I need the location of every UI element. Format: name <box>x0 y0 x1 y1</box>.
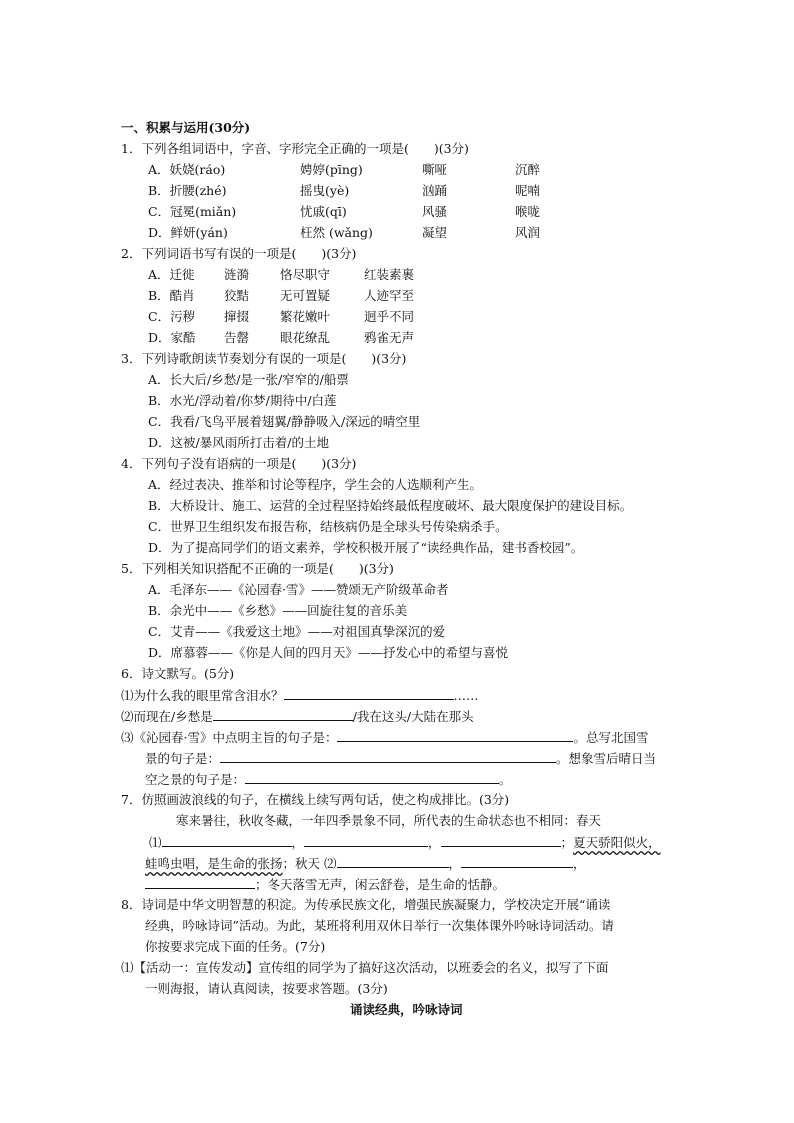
q6-part-1-text: ⑴为什么我的眼里常含泪水？ <box>121 688 284 703</box>
q7-comma-3: ， <box>448 856 462 871</box>
q2-option-d-word4: 鸦雀无声 <box>364 330 415 345</box>
q7-paragraph-line-3 <box>145 855 586 871</box>
q4-option-c: C．世界卫生组织发布报告称，结核病仍是全球头号传染病杀手。 <box>148 519 508 534</box>
q6-part-3-text-3: 空之景的句子是： <box>145 772 246 787</box>
poster-title: 诵读经典，吟咏诗词 <box>350 1002 463 1017</box>
q2-option-c-word1: C．污秽 <box>148 309 196 324</box>
q6-part-3-tail-3: 。 <box>499 772 512 787</box>
q7-blank-6[interactable] <box>145 876 255 889</box>
q8-activity-1-line-2: 一则海报，请认真阅读，按要求答题。(3分) <box>145 981 388 996</box>
q1-option-b-word4: 呢喃 <box>515 183 541 198</box>
q5-option-c: C．艾青——《我爱这土地》——对祖国真挚深沉的爱 <box>148 624 446 639</box>
q7-wavy-sentence-b: 蛙鸣虫唱，是生命的张扬 <box>145 856 283 871</box>
q7-comma-4: ， <box>573 856 586 871</box>
q1-option-d-word4: 风润 <box>515 225 541 240</box>
q6-part-1-blank[interactable] <box>284 687 454 700</box>
q6-part-1-tail: …… <box>453 688 479 703</box>
q6-part-3-blank-3[interactable] <box>245 771 499 784</box>
q2-option-b-word1: B．酷肖 <box>148 288 195 303</box>
question-8-line-2: 经典，吟咏诗词”活动。为此，某班将利用双休日举行一次集体课外吟咏诗词活动。请 <box>145 918 614 933</box>
q2-option-b-word3: 无可置疑 <box>280 288 331 303</box>
question-4-stem: 4．下列句子没有语病的一项是( )(3分) <box>121 456 357 471</box>
q7-paragraph-line-1: 寒来暑往，秋收冬藏，一年四季景象不同，所代表的生命状态也不相同：春天 <box>176 813 602 828</box>
q6-part-2-blank[interactable] <box>213 708 353 721</box>
section-heading: 一、积累与运用(30分) <box>121 120 251 135</box>
q4-option-d: D．为了提高同学们的语文素养，学校积极开展了“读经典作品，建书香校园”。 <box>148 540 584 555</box>
q1-option-c-word2: 忧戚(qī) <box>300 204 347 219</box>
q7-winter-text: ；冬天落雪无声，闲云舒卷，是生命的恬静。 <box>255 877 506 892</box>
q6-part-3-tail-2: 。想象雪后晴日当 <box>556 751 657 766</box>
q1-option-b-word2: 摇曳(yè) <box>300 183 350 198</box>
q1-option-c-word3: 风骚 <box>422 204 448 219</box>
q7-blank-5[interactable] <box>461 855 573 868</box>
q1-option-d-word1: D．鲜妍(yán) <box>148 225 228 240</box>
q2-option-d-word3: 眼花缭乱 <box>280 330 331 345</box>
q2-option-c-word3: 繁花嫩叶 <box>280 309 331 324</box>
q6-part-2 <box>121 708 474 724</box>
q7-blank-4[interactable] <box>337 855 449 868</box>
q2-option-d-word1: D．家酷 <box>148 330 196 345</box>
q2-option-b-word4: 人迹罕至 <box>364 288 415 303</box>
q5-option-b: B．余光中——《乡愁》——回旋往复的音乐美 <box>148 603 408 618</box>
question-5-stem: 5．下列相关知识搭配不正确的一项是( )(3分) <box>121 561 394 576</box>
question-8-line-1: 8．诗词是中华文明智慧的积淀。为传承民族文化，增强民族凝聚力，学校决定开展“诵读 <box>121 897 611 912</box>
q6-part-2-tail: /我在这头/大陆在那头 <box>352 709 474 724</box>
q6-part-3-line-3 <box>145 771 512 787</box>
q1-option-a-word4: 沉醉 <box>515 162 541 177</box>
question-6-stem: 6．诗文默写。(5分) <box>121 666 235 681</box>
q7-blank-1[interactable] <box>162 834 292 847</box>
question-3-stem: 3．下列诗歌朗读节奏划分有误的一项是( )(3分) <box>121 351 407 366</box>
q5-option-a: A．毛泽东——《沁园春·雪》——赞颂无产阶级革命者 <box>148 582 449 597</box>
q1-option-c-word1: C．冠冕(miǎn) <box>148 204 237 219</box>
question-7-stem: 7．仿照画波浪线的句子，在横线上续写两句话，使之构成排比。(3分) <box>121 792 510 807</box>
q1-option-a-word3: 嘶哑 <box>422 162 448 177</box>
q6-part-3-line-2 <box>145 750 656 766</box>
q7-mark-1: ⑴ <box>149 835 162 850</box>
question-8-line-3: 你按要求完成下面的任务。(7分) <box>145 939 326 954</box>
q4-option-b: B．大桥设计、施工、运营的全过程坚持始终最低程度破坏、最大限度保护的建设目标。 <box>148 498 633 513</box>
q2-option-c-word2: 撺掇 <box>224 309 250 324</box>
q7-comma-2: ， <box>428 835 441 850</box>
q6-part-3-blank-2[interactable] <box>220 750 556 763</box>
q7-paragraph-line-2 <box>149 834 661 850</box>
q1-option-d-word3: 凝望 <box>422 225 448 240</box>
q7-comma-1: ， <box>291 835 305 850</box>
q7-paragraph-line-4 <box>145 876 505 892</box>
q1-option-c-word4: 喉咙 <box>515 204 541 219</box>
q1-option-a-word2: 娉婷(pīng) <box>300 162 363 177</box>
q6-part-3-text-2: 景的句子是： <box>145 751 221 766</box>
q7-semicolon-1: ； <box>560 835 574 850</box>
q2-option-a-word3: 恪尽职守 <box>280 267 331 282</box>
q4-option-a: A．经过表决、推举和讨论等程序，学生会的人选顺利产生。 <box>148 477 483 492</box>
q3-option-b: B．水光/浮动着/你梦/期待中/白莲 <box>148 393 337 408</box>
q2-option-a-word4: 红装素裹 <box>364 267 415 282</box>
q2-option-d-word2: 告罄 <box>224 330 250 345</box>
q6-part-1 <box>121 687 479 703</box>
q6-part-3-line-1 <box>121 729 649 745</box>
q2-option-a-word2: 涟漪 <box>224 267 250 282</box>
q7-blank-3[interactable] <box>441 834 561 847</box>
q2-option-a-word1: A．迁徙 <box>148 267 195 282</box>
question-1-stem: 1．下列各组词语中，字音、字形完全正确的一项是( )(3分) <box>121 141 469 156</box>
q3-option-c: C．我看/飞鸟平展着翅翼/静静吸入/深远的晴空里 <box>148 414 421 429</box>
question-2-stem: 2．下列词语书写有误的一项是( )(3分) <box>121 246 357 261</box>
q3-option-d: D．这被/暴风雨所打击着/的土地 <box>148 435 329 450</box>
q6-part-3-blank-1[interactable] <box>337 729 573 742</box>
q1-option-b-word1: B．折腰(zhé) <box>148 183 227 198</box>
q7-wavy-sentence-a: 夏天骄阳似火， <box>573 835 661 850</box>
q1-option-b-word3: 汹踊 <box>422 183 448 198</box>
q2-option-b-word2: 狡黠 <box>224 288 250 303</box>
q8-activity-1-line-1: ⑴【活动一：宣传发动】宣传组的同学为了搞好这次活动，以班委会的名义，拟写了下面 <box>121 960 609 975</box>
q3-option-a: A．长大后/乡愁/是一张/窄窄的/船票 <box>148 372 349 387</box>
q6-part-2-text: ⑵而现在/乡愁是 <box>121 709 213 724</box>
q6-part-3-text: ⑶《沁园春·雪》中点明主旨的句子是： <box>121 730 338 745</box>
q1-option-a-word1: A．妖娆(ráo) <box>148 162 226 177</box>
q2-option-c-word4: 迥乎不同 <box>364 309 415 324</box>
q1-option-d-word2: 枉然 (wǎng) <box>300 225 373 240</box>
q7-blank-2[interactable] <box>304 834 428 847</box>
q6-part-3-tail-1: 。总写北国雪 <box>573 730 649 745</box>
q5-option-d: D．席慕蓉——《你是人间的四月天》——抒发心中的希望与喜悦 <box>148 645 509 660</box>
q7-autumn-text: ；秋天 ⑵ <box>282 856 337 871</box>
